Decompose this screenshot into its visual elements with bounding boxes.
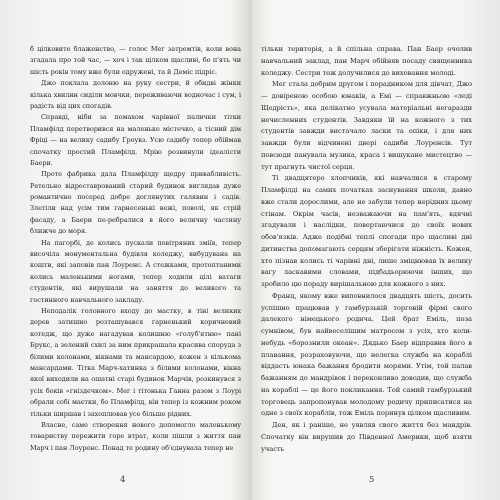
paragraph: Ті двадцятеро хлопчиків, які навчалися в старому Пламфілді на самих початках заснування школи, давно вже стали дорослими, але не забули тепер нерідних цьому стінам. Окрім часів, незважаючи на пам'ять, вдячні згадували і наслідки, повертаючися до своїх нових обов'язків. Адже подібні теплі спогади про щасливі дні дитинства допомагають серцям зберігати ніжність. Кожен, хто пізнав колись ті чарівні дні, лише зміцнював їх велику вагу ласкавими словами, підбадьорюючи інших, що зробило цю пораду вирішальною для кожного з них. bbox=[261, 174, 472, 288]
paragraph: Ден, як і раніше, не уявляв свого життя без мандрів. Спочатку він вирушив до Південної Америки, щоб взяти участь bbox=[261, 421, 472, 453]
paragraph: Мег стала добрим другом і порадником для дівчат, Джо — довіреною особою юнаків, а Емі — справжньою «леді Щедрість», яка делікатно усувала матеріальні негаразди нечисленних студентів. Завдяки їй на кожного з тих студентів завжди вистачало ласки та опіки, і для них завжди були відчинені двері садиби Лоуренсів. Тут повсюди панувала музика, краса і вишукане мистецтво — тут прагнуть чистої серця. bbox=[261, 80, 472, 171]
left-page bbox=[30, 44, 241, 454]
paragraph: Неподалік головного входу до мастку, в тіні великих дерев затишно розташувався гарненький коричневий котедж, що дуже нагадував колишню «голуб'ятню» пані Брукс, а зелений схил за ним прикрашала красива споруда з білими колонами, вікнами та мансардою, кожен з кількома мансардами. Тітка Марч-хатинка з білими колонами, вікна якої виходили на ошатні старі будинок Марчів, розкинувся з усіх боків «гніздечком». Мег і тітонька Ганна разом з Лоурі обрали собі маєтки, бо Пламфілд, він тепер із кожним роком тільки ширшав і захоплював усе більше рідних. bbox=[30, 306, 241, 418]
paragraph: Джо поклала долоню на руку сестри, й обидві жінки кілька хвилин сиділи мовчки, переживаючи водночас і сум, і радість від цих спогадів. bbox=[30, 79, 241, 110]
paragraph: б цілковите блаженство, — голос Мег затремтів, коли вона згадала про той час, — хоч і так цілком щасливі, бо п'ять чи шість років тому вже були одружені, та й Деміс підріс. bbox=[30, 45, 241, 76]
paragraph: Справді, ніби за помахом чарівної палички тітки Пламфілд перетворився на маленьке містечко, а тісний дім Фріці — на велику садибу Ґроувз. Усю садибу тепер обіймав спочатку простий Пламфілд. Мрію розвинули ідеалісти Баери. bbox=[30, 113, 241, 167]
paragraph: Франц, якому вже виповнилося двадцять шість, досить успішно працював у гамбурзькій торговій фірмі свого далекого німецького родича. Цей брат Еміль, поза сумнівом, був найвеселішим матросом з усіх, хто коли-небудь «борознили океан». Дядько Баер відправив його в плавання, розраховуючи, що нелегка служба на кораблі віддасть юнака бажання бродити морями. Утім, той палав бажанням до мандрівок і переконливо доводив, що служба на кораблі — це його покликання. Той самий гамбурзький торговець запропонував молодому родичу приписатися на одне з своїх кораблів, тож Еміль поринув цілком щасливим. bbox=[261, 291, 472, 418]
paragraph: Власне, саме створення нового допомогло маленькому товариству пережити горе втрат, коли пішли з життя пан Марч і пан Лоуренс. Понад те родину об'єднувала тепер не bbox=[30, 420, 241, 452]
page-number-left: 4 bbox=[120, 474, 126, 484]
right-page bbox=[261, 44, 472, 455]
paragraph: Проте фабрика дала Пламфілду щедру привабливість. Ретельно відреставрований старий будинок виглядав дуже романтично посеред добре доглянутих галявин і садів. Злетіли над усім тим гарнесенькі вежі, поволі, як стрій фасаду, а Баери пе-ребралися в його величну частину ближче до моря. bbox=[30, 170, 241, 236]
paragraph: тільки територія, а й спільна справа. Пан Баер очолив навчальний заклад, пан Марч обійняв посаду священника коледжу. Сестри теж долучилися до виховання молоді. bbox=[261, 45, 472, 77]
page-number-right: 5 bbox=[369, 474, 375, 484]
paragraph: На пагорбі, де колись пускали повітряних зміїв, тепер височіла монументальна будівля коледжу, вибудувана на кошти, які заповів пан Лоуренс. А стежками, протоптаними колись маленькими ногами, тепер ходили цілі ватаги студентів, які вирушали на заняття до великого та гостинного навчального закладу. bbox=[30, 238, 241, 304]
